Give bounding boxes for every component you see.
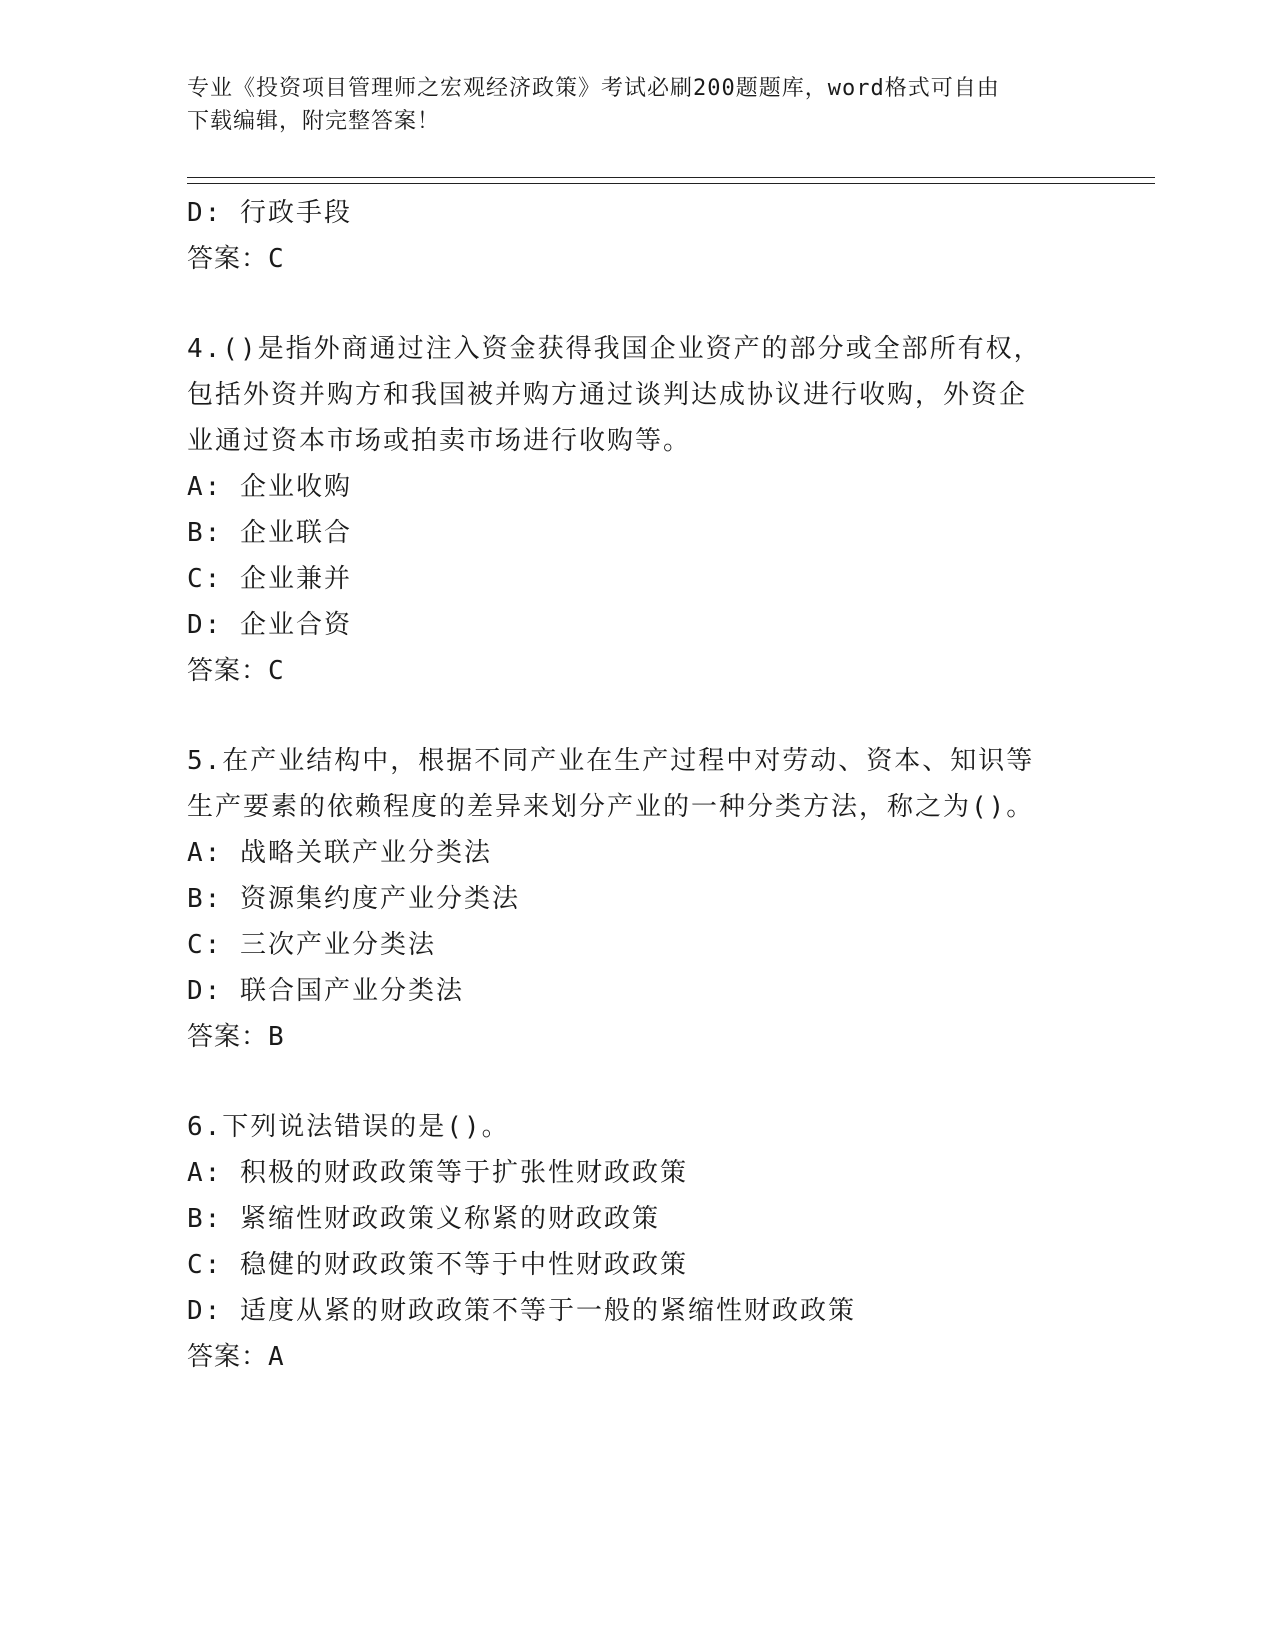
spacer	[187, 282, 1067, 326]
option-b: B: 资源集约度产业分类法	[187, 884, 520, 914]
question-6	[187, 1104, 1067, 1380]
header-line-2: 下载编辑，附完整答案！	[187, 109, 441, 134]
option-a: A: 战略关联产业分类法	[187, 838, 492, 868]
previous-question-tail	[187, 190, 1067, 282]
header-line-1: 专业《投资项目管理师之宏观经济政策》考试必刷200题题库，word格式可自由	[187, 76, 1000, 101]
header-divider-bottom	[187, 183, 1155, 184]
answer-value: A	[268, 1342, 286, 1372]
answer-label: 答案：	[187, 1022, 269, 1052]
option-d: D: 适度从紧的财政政策不等于一般的紧缩性财政政策	[187, 1296, 856, 1326]
header-divider-top	[187, 177, 1155, 178]
question-text-line: 包括外资并购方和我国被并购方通过谈判达成协议进行收购，外资企	[187, 380, 1028, 410]
question-text	[187, 1104, 1067, 1150]
answer-label: 答案：	[187, 244, 269, 274]
option-b: B: 紧缩性财政政策义称紧的财政政策	[187, 1204, 660, 1234]
question-text-line: 生产要素的依赖程度的差异来划分产业的一种分类方法，称之为()。	[187, 792, 1035, 822]
answer-label: 答案：	[187, 656, 269, 686]
answer-value: C	[268, 244, 286, 274]
answer-line	[187, 1014, 1067, 1060]
option-c: C: 稳健的财政政策不等于中性财政政策	[187, 1250, 688, 1280]
question-5	[187, 738, 1067, 1060]
option-c: C: 企业兼并	[187, 564, 352, 594]
option-d: D: 联合国产业分类法	[187, 976, 464, 1006]
option-a: A: 企业收购	[187, 472, 352, 502]
option-a: A: 积极的财政政策等于扩张性财政政策	[187, 1158, 688, 1188]
question-text-line: 6.下列说法错误的是()。	[187, 1112, 510, 1142]
question-content	[187, 190, 1067, 1380]
answer-line	[187, 1334, 1067, 1380]
option-d: D: 行政手段	[187, 198, 352, 228]
question-text	[187, 738, 1067, 830]
question-text	[187, 326, 1067, 464]
document-header	[187, 72, 1067, 138]
spacer	[187, 694, 1067, 738]
answer-line	[187, 236, 1067, 282]
question-text-line: 5.在产业结构中，根据不同产业在生产过程中对劳动、资本、知识等	[187, 746, 1035, 776]
question-text-line: 业通过资本市场或拍卖市场进行收购等。	[187, 426, 692, 456]
option-b: B: 企业联合	[187, 518, 352, 548]
answer-line	[187, 648, 1067, 694]
question-4	[187, 326, 1067, 694]
spacer	[187, 1060, 1067, 1104]
question-text-line: 4.()是指外商通过注入资金获得我国企业资产的部分或全部所有权，	[187, 334, 1042, 364]
answer-value: B	[268, 1022, 286, 1052]
answer-value: C	[268, 656, 286, 686]
answer-label: 答案：	[187, 1342, 269, 1372]
option-d: D: 企业合资	[187, 610, 352, 640]
option-c: C: 三次产业分类法	[187, 930, 436, 960]
